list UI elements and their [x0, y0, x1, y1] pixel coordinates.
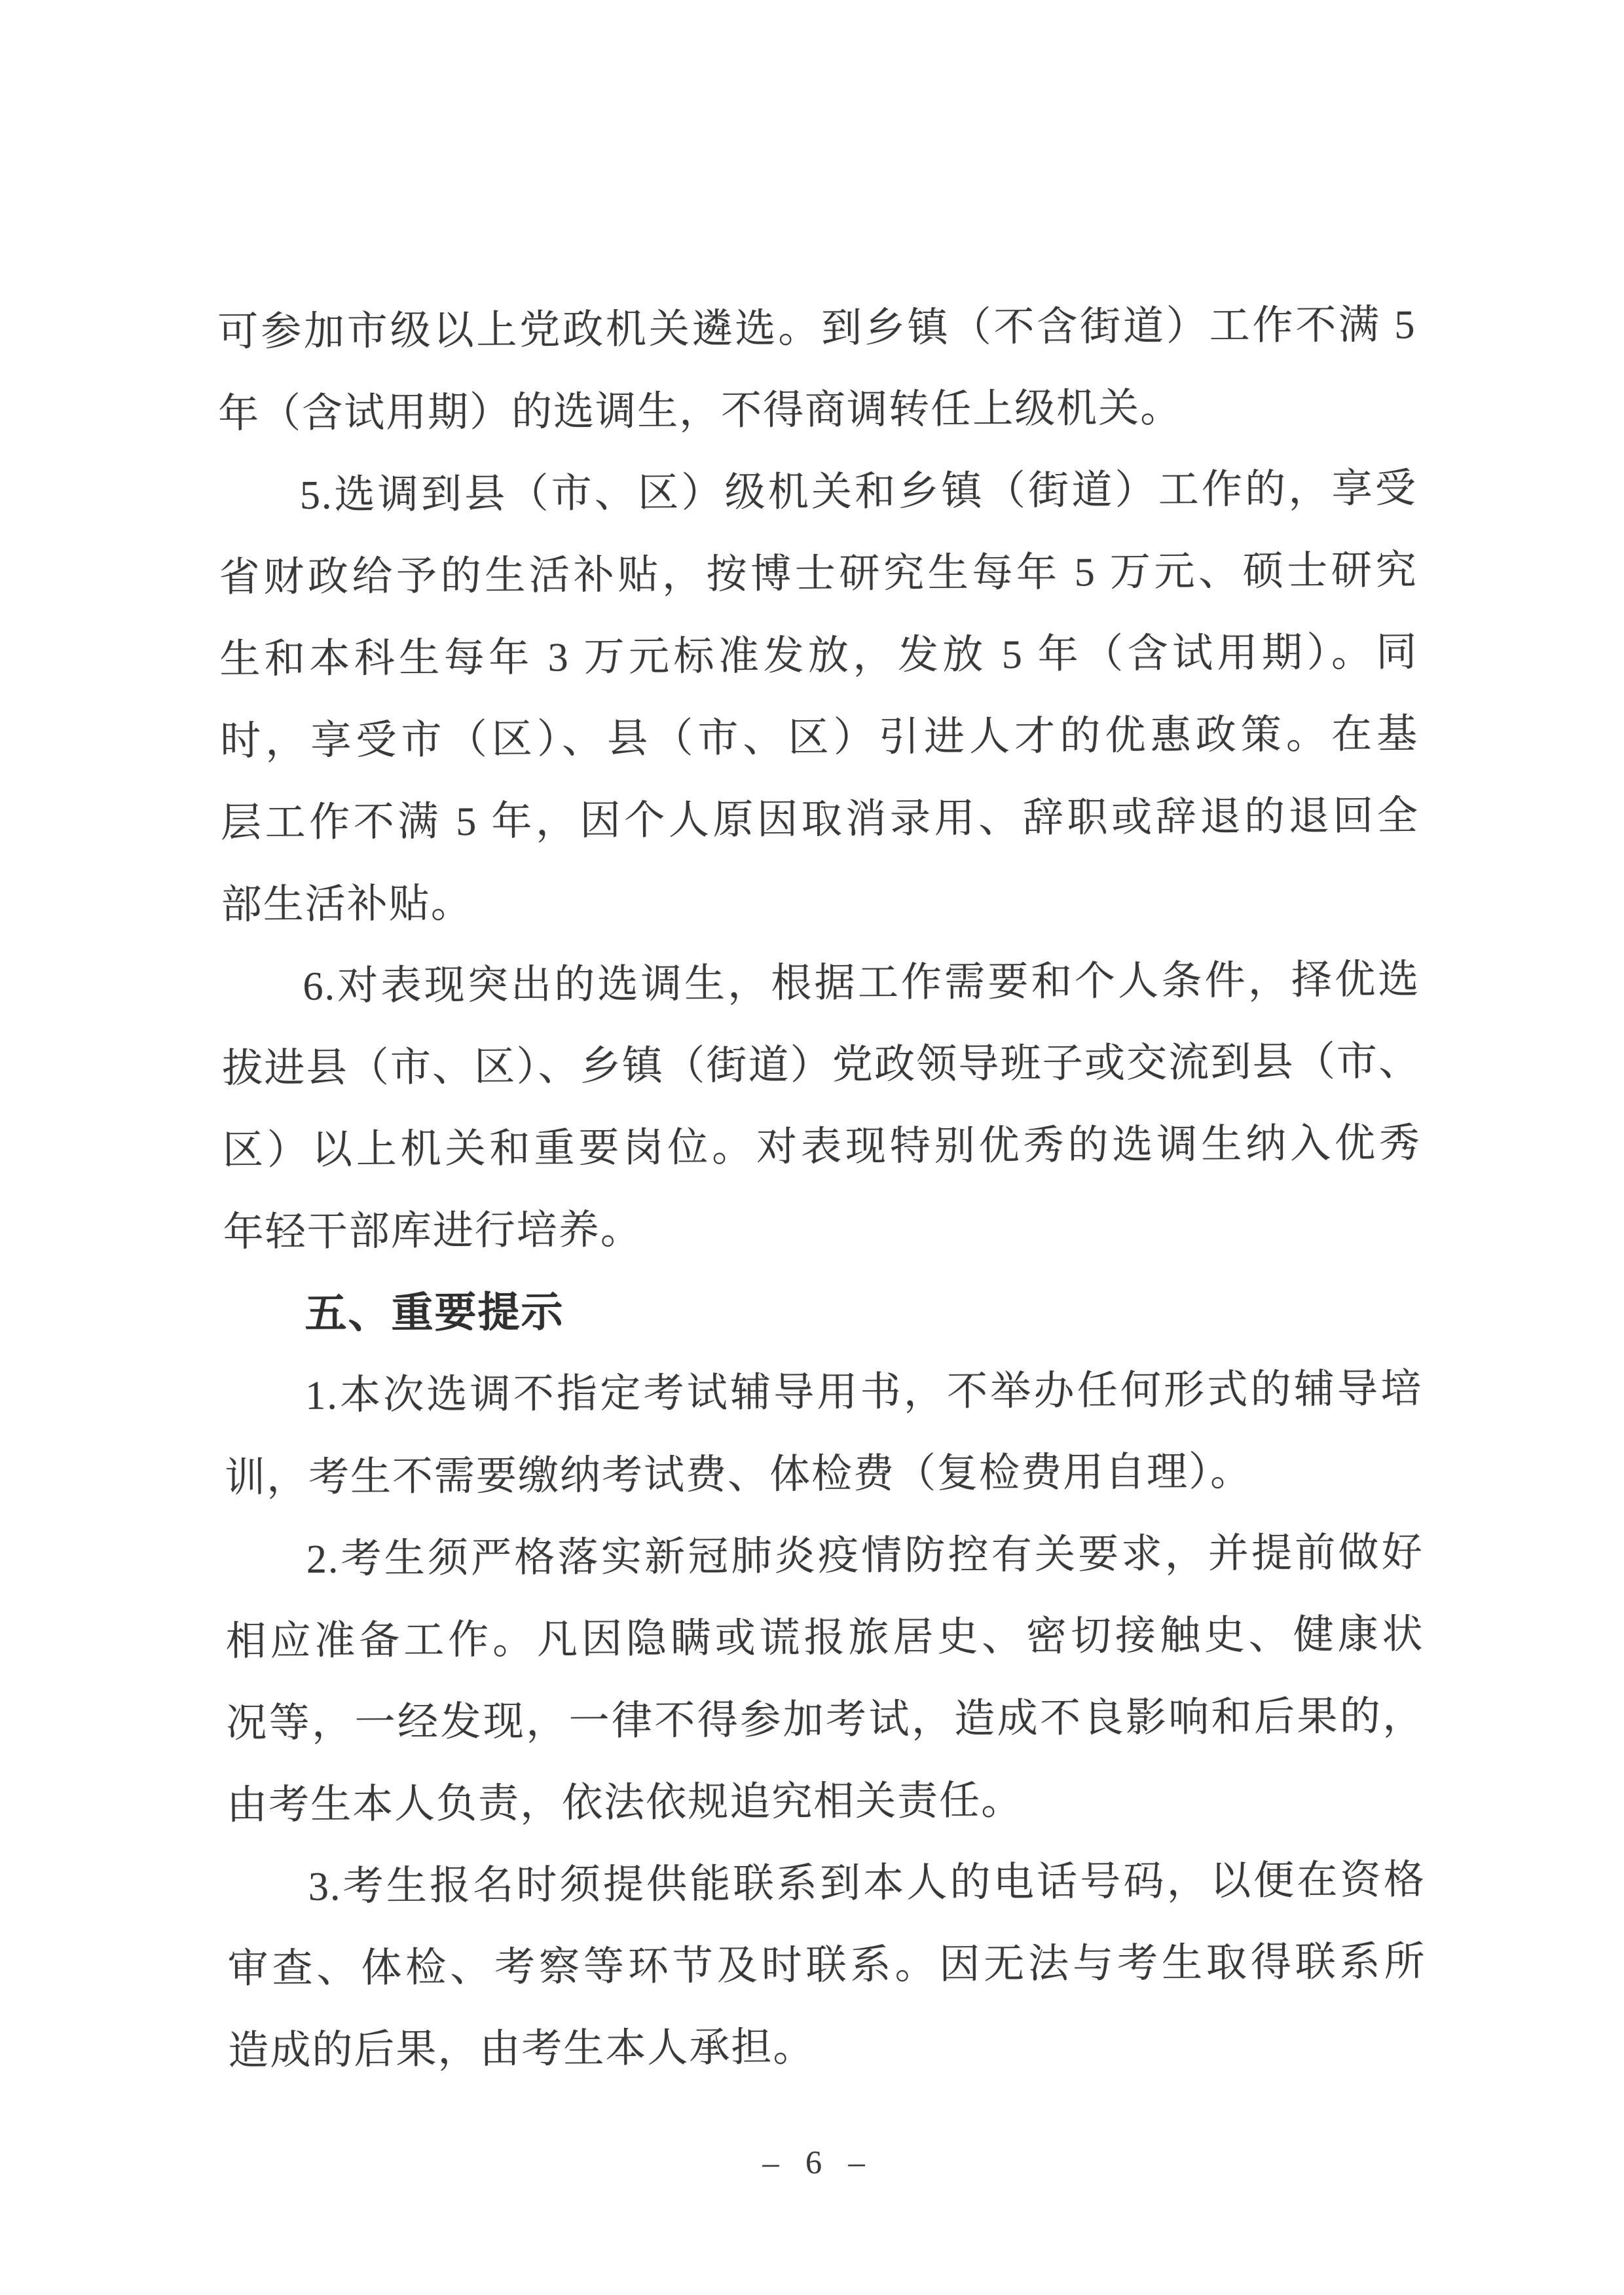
document-line: 相应准备工作。凡因隐瞒或谎报旅居史、密切接触史、健康状	[225, 1612, 1424, 1664]
document-line: 时，享受市（区）、县（市、区）引进人才的优惠政策。在基	[219, 712, 1419, 764]
document-line: 部生活补贴。	[221, 881, 473, 928]
document-line: 5.选调到县（市、区）级机关和乡镇（街道）工作的，享受	[299, 466, 1418, 518]
document-line: 3.考生报名时须提供能联系到本人的电话号码，以便在资格	[308, 1858, 1426, 1909]
document-line: 6.对表现突出的选调生，根据工作需要和个人条件，择优选	[303, 957, 1420, 1009]
document-line: 况等，一经发现，一律不得参加考试，造成不良影响和后果的，	[226, 1694, 1425, 1746]
document-line: 生和本科生每年 3 万元标准发放，发放 5 年（含试用期）。同	[219, 630, 1418, 682]
document-line: 2.考生须严格落实新冠肺炎疫情防控有关要求，并提前做好	[306, 1530, 1424, 1582]
document-line: 1.本次选调不指定考试辅导用书，不举办任何形式的辅导培	[305, 1367, 1423, 1418]
document-line: 区）以上机关和重要岗位。对表现特别优秀的选调生纳入优秀	[222, 1121, 1422, 1173]
document-line: 审查、体检、考察等环节及时联系。因无法与考生取得联系所	[227, 1939, 1426, 1992]
document-line: 造成的后果，由考生本人承担。	[228, 2025, 815, 2074]
document-line: 训，考生不需要缴纳考试费、体检费（复检费用自理）。	[224, 1449, 1253, 1501]
document-line: 省财政给予的生活补贴，按博士研究生每年 5 万元、硕士研究	[219, 548, 1418, 600]
document-line: 年（含试用期）的选调生，不得商调转任上级机关。	[217, 386, 1183, 437]
page-number: – 6 –	[762, 2143, 874, 2181]
section-heading: 五、重要提示	[304, 1288, 564, 1338]
document-line: 层工作不满 5 年，因个人原因取消录用、辞职或辞退的退回全	[220, 794, 1420, 846]
document-line: 由考生本人负责，依法依规追究相关责任。	[226, 1778, 1024, 1828]
document-text-block	[217, 284, 1427, 2092]
document-line: 可参加市级以上党政机关遴选。到乡镇（不含街道）工作不满 5	[217, 303, 1416, 355]
document-line: 年轻干部库进行培养。	[223, 1207, 642, 1255]
document-line: 拔进县（市、区）、乡镇（街道）党政领导班子或交流到县（市、	[222, 1039, 1421, 1092]
